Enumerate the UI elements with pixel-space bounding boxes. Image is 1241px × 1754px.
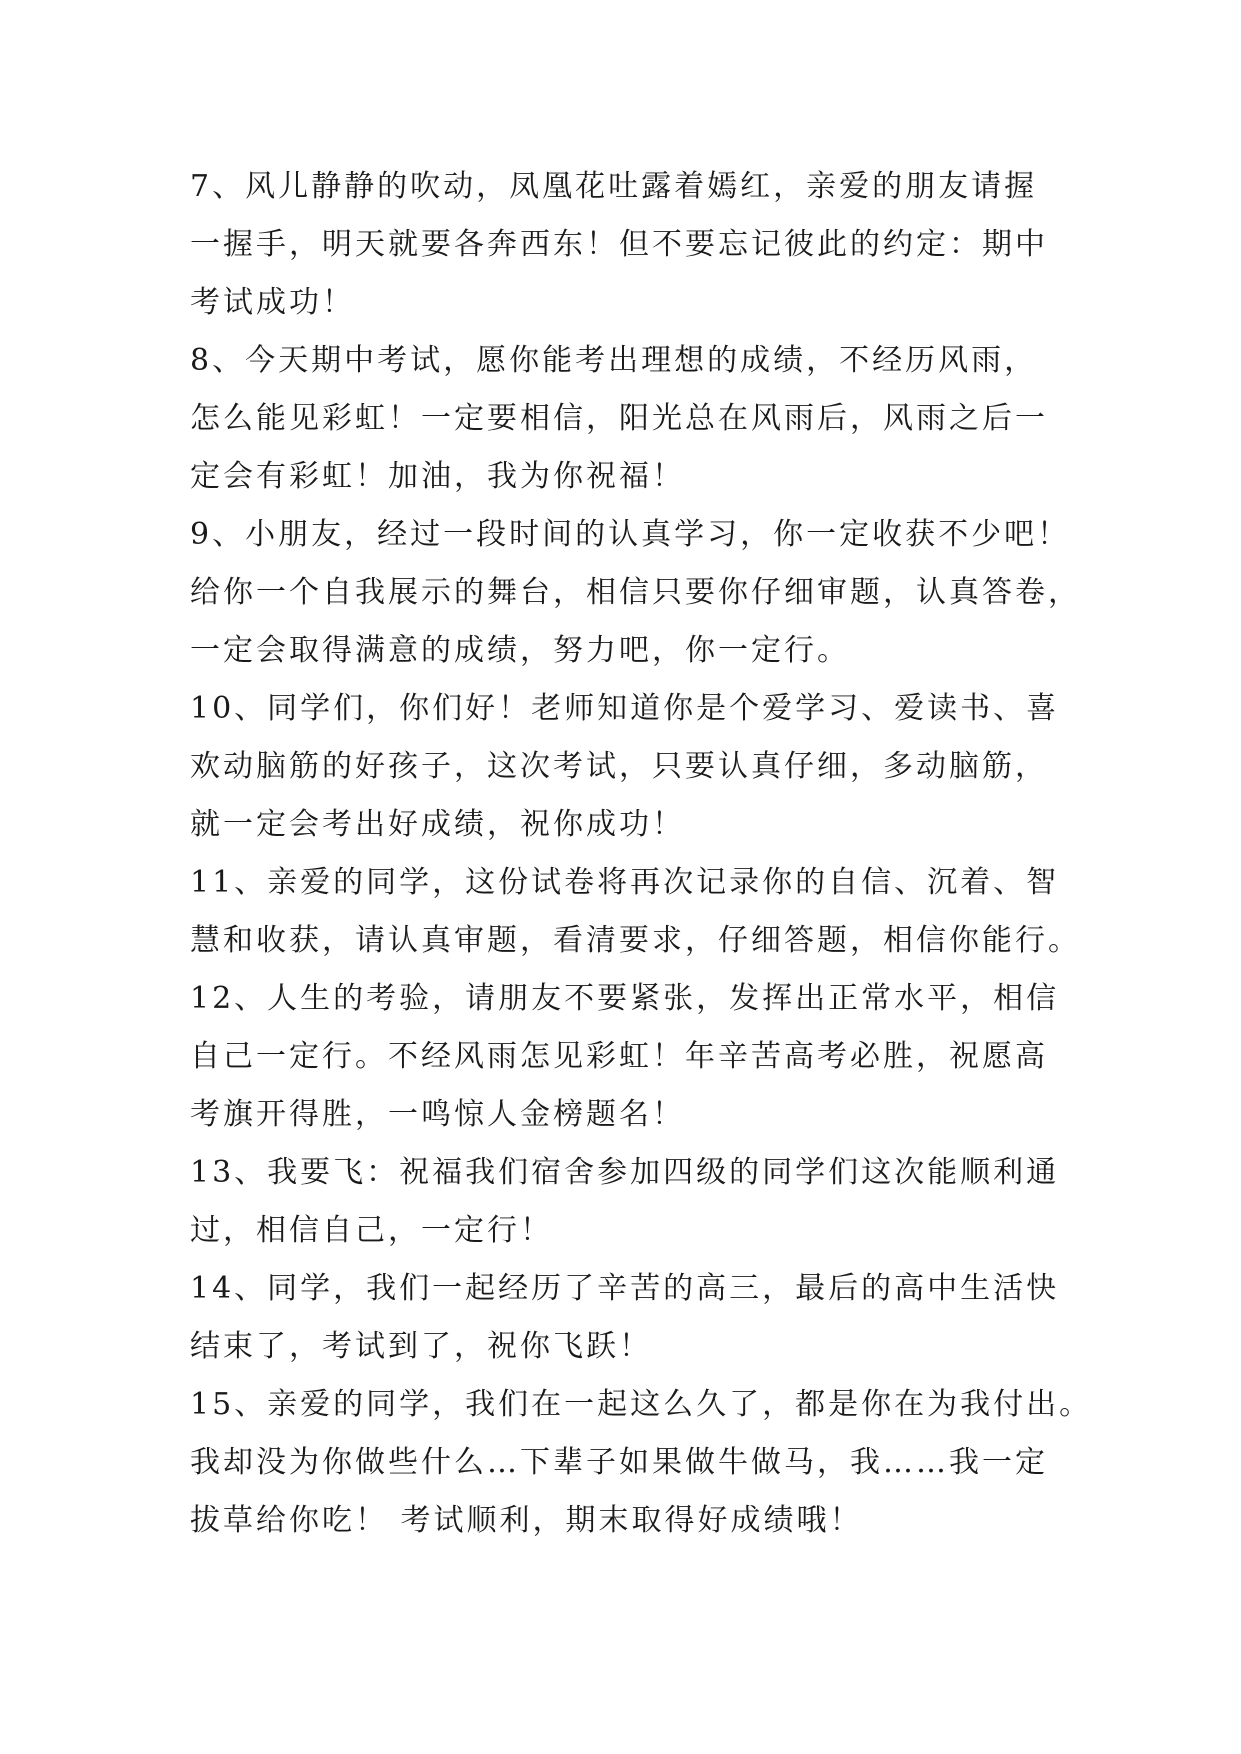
text-line: 自己一定行。不经风雨怎见彩虹！年辛苦高考必胜，祝愿高 — [190, 1039, 1048, 1074]
text-line: 过，相信自己，一定行！ — [190, 1213, 553, 1248]
text-line: 慧和收获，请认真审题，看清要求，仔细答题，相信你能行。 — [190, 923, 1081, 958]
text-line: 一定会取得满意的成绩，努力吧，你一定行。 — [190, 633, 850, 668]
text-line: 9、小朋友，经过一段时间的认真学习，你一定收获不少吧！ — [190, 517, 1071, 552]
text-line: 15、亲爱的同学，我们在一起这么久了，都是你在为我付出。 — [190, 1387, 1093, 1422]
text-line: 考旗开得胜，一鸣惊人金榜题名！ — [190, 1097, 685, 1132]
text-line: 14、同学，我们一起经历了辛苦的高三，最后的高中生活快 — [190, 1271, 1060, 1306]
text-line: 结束了，考试到了，祝你飞跃！ — [190, 1329, 652, 1364]
text-line: 12、人生的考验，请朋友不要紧张，发挥出正常水平，相信 — [190, 981, 1060, 1016]
text-line: 一握手，明天就要各奔西东！但不要忘记彼此的约定：期中 — [190, 227, 1048, 262]
text-line: 欢动脑筋的好孩子，这次考试，只要认真仔细，多动脑筋， — [190, 749, 1048, 784]
text-line: 我却没为你做些什么…下辈子如果做牛做马，我……我一定 — [190, 1445, 1048, 1480]
text-line: 定会有彩虹！加油，我为你祝福！ — [190, 459, 685, 494]
text-line: 考试成功！ — [190, 285, 355, 320]
text-line: 给你一个自我展示的舞台，相信只要你仔细审题，认真答卷， — [190, 575, 1081, 610]
text-line: 就一定会考出好成绩，祝你成功！ — [190, 807, 685, 842]
text-line: 8、今天期中考试，愿你能考出理想的成绩，不经历风雨， — [190, 343, 1038, 378]
text-line: 13、我要飞：祝福我们宿舍参加四级的同学们这次能顺利通 — [190, 1155, 1060, 1190]
text-line: 怎么能见彩虹！一定要相信，阳光总在风雨后，风雨之后一 — [190, 401, 1048, 436]
text-line: 7、风儿静静的吹动，凤凰花吐露着嫣红，亲爱的朋友请握 — [190, 169, 1038, 204]
document-body — [190, 158, 1093, 1550]
text-line: 10、同学们，你们好！老师知道你是个爱学习、爱读书、喜 — [190, 691, 1060, 726]
text-line: 11、亲爱的同学，这份试卷将再次记录你的自信、沉着、智 — [190, 865, 1060, 900]
text-line: 拔草给你吃！ 考试顺利，期末取得好成绩哦！ — [190, 1503, 863, 1538]
